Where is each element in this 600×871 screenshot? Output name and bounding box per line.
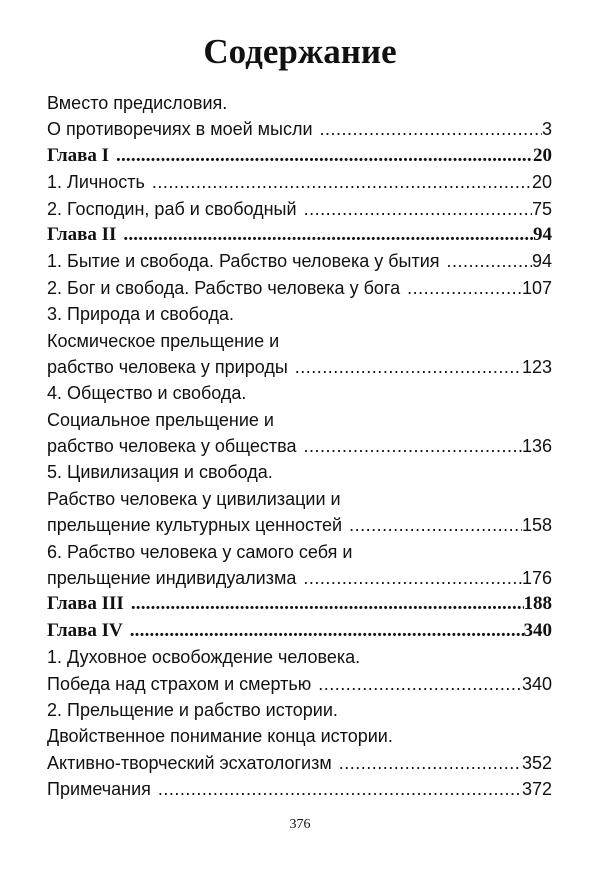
toc-page-number: 340 [521, 673, 552, 694]
toc-entry-title: Космическое прельщение и [47, 330, 280, 351]
toc-entry-title: 6. Рабство человека у самого себя и [47, 541, 353, 562]
toc-page-number: 188 [523, 593, 552, 615]
toc-entry-title: Рабство человека у цивилизации и [47, 488, 341, 509]
toc-entry-title: Двойственное понимание конца истории. [47, 726, 393, 747]
toc-entry [47, 301, 552, 327]
toc-entry [47, 169, 552, 195]
toc-page-number: 94 [531, 251, 552, 272]
toc-dot-leader [288, 354, 522, 380]
toc-entry-title: Глава IV [47, 619, 123, 641]
toc-page-number: 107 [521, 277, 552, 298]
toc-page-number: 75 [531, 198, 552, 219]
toc-entry-title: О противоречиях в моей мысли [47, 119, 313, 140]
toc-entry-title: 2. Прельщение и рабство истории. [47, 699, 338, 720]
toc-entry-title: прельщение культурных ценностей [47, 515, 343, 536]
toc-chapter-heading [47, 143, 552, 169]
toc-dot-leader [109, 143, 533, 169]
toc-entry [47, 539, 552, 565]
toc-page-number: 94 [533, 223, 552, 245]
toc-dot-leader [296, 433, 521, 459]
toc-page-number: 136 [521, 436, 552, 457]
toc-entry [47, 776, 552, 802]
page-title: Содержание [203, 32, 397, 71]
toc-dot-leader [151, 776, 522, 802]
toc-entry-title: 5. Цивилизация и свобода. [47, 462, 273, 483]
toc-entry [47, 671, 552, 697]
toc-dot-leader [124, 591, 524, 617]
toc-entry [47, 407, 552, 433]
toc-entry-title: рабство человека у природы [47, 356, 288, 377]
toc-dot-leader [440, 248, 532, 274]
toc-chapter-heading [47, 618, 552, 644]
toc-entry-title: Вместо предисловия. [47, 93, 228, 113]
toc-dot-leader [123, 618, 524, 644]
toc-entry [47, 90, 552, 116]
toc-entry [47, 486, 552, 512]
toc-entry-title: Глава I [47, 144, 110, 166]
toc-entry [47, 750, 552, 776]
toc-entry [47, 644, 552, 670]
toc-entry [47, 697, 552, 723]
toc-entry-title: Активно-творческий эсхатологизм [47, 752, 332, 773]
toc-page-number: 372 [521, 779, 552, 800]
toc-entry-title: 1. Личность [47, 172, 145, 193]
toc-page-number: 158 [521, 515, 552, 536]
toc-dot-leader [297, 196, 532, 222]
toc-entry-title: Победа над страхом и смертью [47, 673, 312, 694]
toc-page-number: 123 [521, 356, 552, 377]
toc-dot-leader [332, 750, 522, 776]
toc-entry [47, 380, 552, 406]
toc-entry-title: Глава III [47, 593, 124, 615]
toc-entry [47, 723, 552, 749]
toc-entry [47, 354, 552, 380]
toc-entry-title: 3. Природа и свобода. [47, 304, 235, 325]
toc-entry-title: 2. Бог и свобода. Рабство человека у бога [47, 277, 401, 298]
toc-dot-leader [311, 671, 522, 697]
toc-entry [47, 328, 552, 354]
toc-entry [47, 116, 552, 142]
toc-dot-leader [400, 275, 522, 301]
toc-dot-leader [313, 116, 542, 142]
toc-entry-title: Глава II [47, 223, 117, 245]
toc-chapter-heading [47, 222, 552, 248]
toc-entry-title: рабство человека у общества [47, 436, 297, 457]
toc-entry [47, 248, 552, 274]
toc-dot-leader [116, 222, 533, 248]
toc-entry-title: Социальное прельщение и [47, 409, 274, 430]
toc-page-number: 176 [521, 568, 552, 589]
toc-entry-title: 2. Господин, раб и свободный [47, 198, 297, 219]
toc-dot-leader [296, 565, 522, 591]
toc-page-number: 352 [521, 752, 552, 773]
toc-page-number: 20 [533, 144, 552, 166]
toc-entry [47, 512, 552, 538]
toc-entry-title: Примечания [47, 779, 151, 800]
toc-entry [47, 433, 552, 459]
toc-entry [47, 196, 552, 222]
toc-dot-leader [145, 169, 532, 195]
toc-page-number: 20 [531, 172, 552, 193]
toc-entry-title: 4. Общество и свобода. [47, 383, 247, 404]
toc-entry [47, 565, 552, 591]
toc-chapter-heading [47, 591, 552, 617]
toc-entry-title: 1. Духовное освобождение человека. [47, 647, 361, 668]
toc-page-number: 340 [523, 619, 552, 641]
toc-entry-title: прельщение индивидуализма [47, 568, 297, 589]
table-of-contents [47, 90, 552, 803]
page-number: 376 [289, 817, 311, 832]
toc-entry [47, 275, 552, 301]
toc-page-number: 3 [541, 119, 552, 140]
toc-entry [47, 459, 552, 485]
toc-entry-title: 1. Бытие и свобода. Рабство человека у бытия [47, 251, 440, 272]
toc-dot-leader [342, 512, 522, 538]
